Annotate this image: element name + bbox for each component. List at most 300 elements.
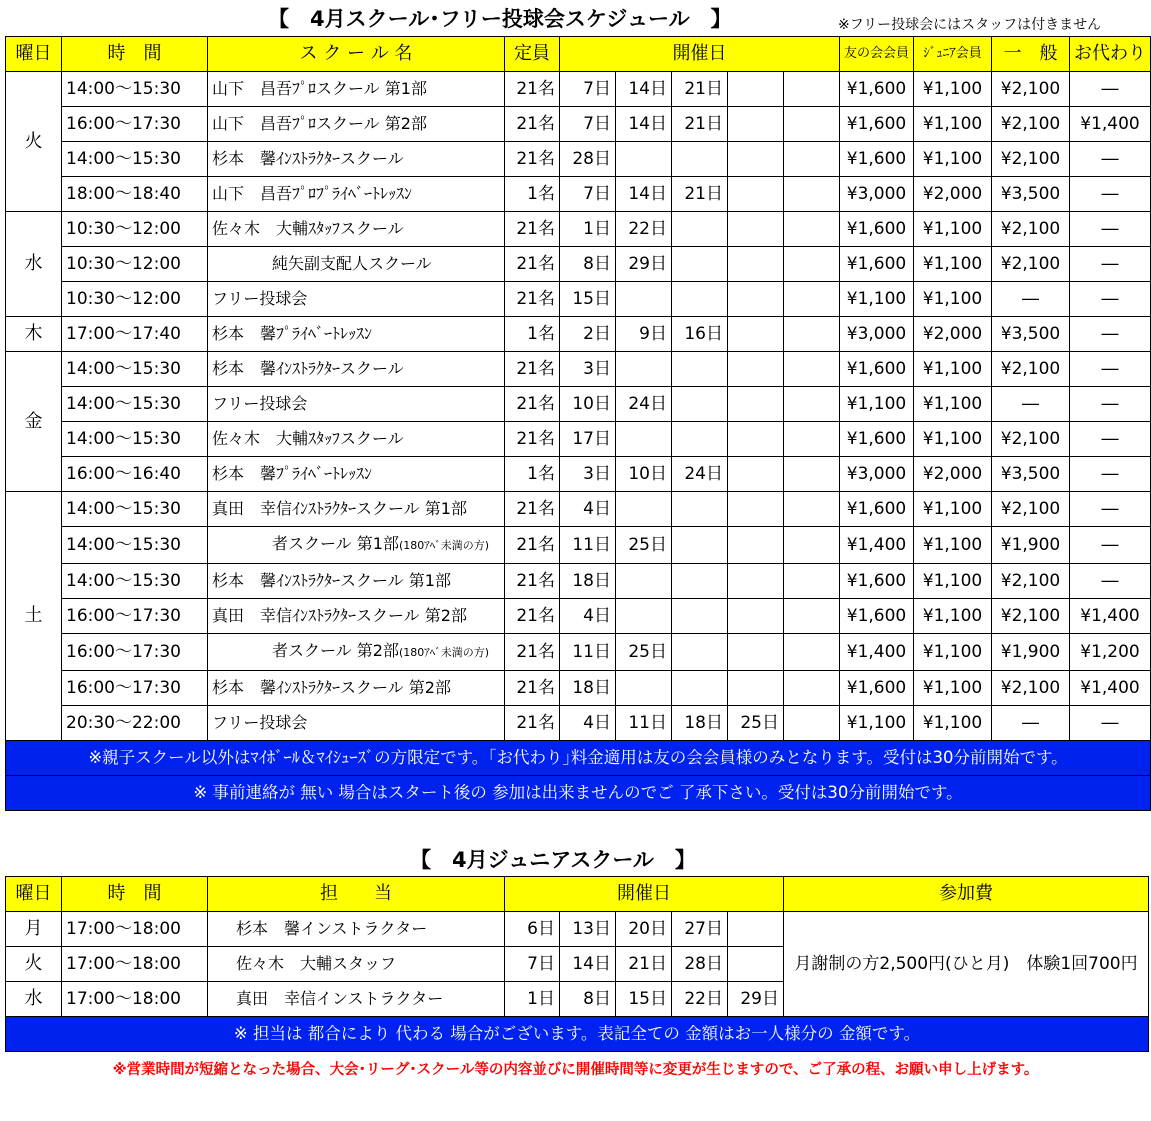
school-name: フリー投球会 [212,713,308,732]
price-general-cell: ― [992,282,1070,317]
price-refill-cell: ¥1,400 [1070,671,1151,706]
header-general: 一 般 [992,37,1070,72]
junior-table [5,876,1149,1052]
header-day: 曜日 [6,37,62,72]
capacity-cell: 21名 [505,671,560,706]
capacity-cell: 1名 [505,317,560,352]
date-cell: 10日 [560,387,616,422]
date-cell [672,142,728,177]
capacity-cell: 21名 [505,142,560,177]
time-cell: 17:00～17:40 [62,317,208,352]
time-cell: 14:00～15:30 [62,142,208,177]
date-cell [728,317,784,352]
date-cell [672,247,728,282]
time-cell: 14:00～15:30 [62,72,208,107]
junior-date-cell: 15日 [616,982,672,1017]
date-cell [616,142,672,177]
school-name-cell [208,387,505,422]
junior-date-cell: 29日 [728,982,784,1017]
price-friend-cell: ¥1,600 [840,212,914,247]
date-cell [784,527,840,564]
time-cell: 14:00～15:30 [62,492,208,527]
footnote: ※営業時間が短縮となった場合、大会･リーグ･スクール等の内容並びに開催時間等に変更が生じますので、ご了承の程、お願い申し上げます。 [112,1062,1039,1078]
day-cell-thu: 木 [6,317,62,352]
date-cell [728,107,784,142]
capacity-cell: 1名 [505,177,560,212]
junior-date-cell: 22日 [672,982,728,1017]
date-cell [728,177,784,212]
school-name: 真田 幸信ｲﾝｽﾄﾗｸﾀｰスクール 第1部 [212,499,467,518]
school-name: 佐々木 大輔ｽﾀｯﾌスクール [212,429,404,448]
school-name-cell [208,599,505,634]
school-name: 杉本 馨ﾌﾟﾗｲﾍﾞｰﾄﾚｯｽﾝ [212,464,373,483]
junior-date-cell: 1日 [505,982,560,1017]
school-name-cell [208,706,505,741]
price-junior-cell: ¥1,100 [914,492,992,527]
junior-date-cell: 21日 [616,947,672,982]
schedule-notice1: ※親子スクール以外はﾏｲﾎﾞｰﾙ＆ﾏｲｼｭｰｽﾞの方限定です。｢お代わり｣料金適用は友の会会員様のみとなります。受付は30分前開始です。 [6,741,1151,776]
schedule-row [6,282,1151,317]
day-cell-tue: 火 [6,72,62,212]
price-refill-cell: ― [1070,492,1151,527]
date-cell [728,282,784,317]
price-general-cell: ― [992,387,1070,422]
time-cell: 14:00～15:30 [62,564,208,599]
date-cell: 4日 [560,599,616,634]
header-school-name: ス ク ー ル 名 [208,37,505,72]
date-cell: 18日 [672,706,728,741]
school-name-note: (180ｱﾍﾞ未満の方) [398,539,490,552]
date-cell: 8日 [560,247,616,282]
school-name-cell [208,247,505,282]
school-name: フリー投球会 [212,289,308,308]
capacity-cell: 21名 [505,634,560,671]
date-cell [784,492,840,527]
date-cell [728,457,784,492]
price-friend-cell: ¥3,000 [840,317,914,352]
date-cell [672,352,728,387]
date-cell: 21日 [672,177,728,212]
date-cell: 25日 [728,706,784,741]
date-cell: 3日 [560,457,616,492]
price-junior-cell: ¥1,100 [914,422,992,457]
date-cell [728,634,784,671]
junior-day-cell: 火 [6,947,62,982]
junior-header-fee: 参加費 [784,877,1149,912]
date-cell: 21日 [672,72,728,107]
date-cell [784,422,840,457]
price-friend-cell: ¥3,000 [840,177,914,212]
price-refill-cell: ― [1070,142,1151,177]
schedule-row [6,706,1151,741]
date-cell [728,422,784,457]
schedule-row [6,247,1151,282]
school-name-cell [208,352,505,387]
junior-header-day: 曜日 [6,877,62,912]
price-refill-cell: ― [1070,72,1151,107]
price-friend-cell: ¥1,100 [840,387,914,422]
date-cell: 14日 [616,177,672,212]
date-cell: 24日 [672,457,728,492]
date-cell [728,387,784,422]
time-cell: 14:00～15:30 [62,422,208,457]
price-refill-cell: ¥1,400 [1070,599,1151,634]
price-refill-cell: ― [1070,387,1151,422]
date-cell [784,282,840,317]
date-cell [616,282,672,317]
header-dates: 開催日 [560,37,840,72]
date-cell: 11日 [560,527,616,564]
junior-staff-cell: 杉本 馨インストラクター [208,912,505,947]
date-cell [784,317,840,352]
price-friend-cell: ¥1,100 [840,282,914,317]
school-name: 佐々木 大輔ｽﾀｯﾌスクール [212,219,404,238]
date-cell [784,634,840,671]
date-cell [616,492,672,527]
price-friend-cell: ¥3,000 [840,457,914,492]
date-cell: 11日 [616,706,672,741]
school-name: 山下 昌吾ﾌﾟﾛスクール 第2部 [212,114,427,133]
schedule-row [6,387,1151,422]
price-general-cell: ¥1,900 [992,634,1070,671]
date-cell: 21日 [672,107,728,142]
price-junior-cell: ¥1,100 [914,634,992,671]
date-cell [728,599,784,634]
price-general-cell: ¥2,100 [992,492,1070,527]
date-cell: 9日 [616,317,672,352]
price-general-cell: ¥2,100 [992,671,1070,706]
schedule-title: 【 4月スクール･フリー投球会スケジュール 】 [268,7,732,31]
date-cell [672,282,728,317]
date-cell [728,72,784,107]
date-cell [784,212,840,247]
school-name-note: (180ｱﾍﾞ未満の方) [398,646,490,659]
header-friend-member: 友の会会員 [840,37,914,72]
price-friend-cell: ¥1,600 [840,492,914,527]
school-name-cell [208,107,505,142]
time-cell: 14:00～15:30 [62,527,208,564]
date-cell [672,387,728,422]
junior-date-cell: 6日 [505,912,560,947]
price-junior-cell: ¥1,100 [914,387,992,422]
junior-time-cell: 17:00～18:00 [62,947,208,982]
price-friend-cell: ¥1,600 [840,352,914,387]
schedule-row [6,492,1151,527]
date-cell: 11日 [560,634,616,671]
date-cell: 2日 [560,317,616,352]
price-general-cell: ¥1,900 [992,527,1070,564]
price-friend-cell: ¥1,600 [840,671,914,706]
date-cell [784,142,840,177]
schedule-row [6,457,1151,492]
schedule-row [6,142,1151,177]
price-general-cell: ¥2,100 [992,352,1070,387]
junior-date-cell: 14日 [560,947,616,982]
date-cell [672,671,728,706]
schedule-notice-row [6,776,1151,811]
capacity-cell: 21名 [505,107,560,142]
time-cell: 10:30～12:00 [62,282,208,317]
school-name: フリー投球会 [212,394,308,413]
schedule-row [6,527,1151,564]
date-cell [784,247,840,282]
price-general-cell: ¥2,100 [992,107,1070,142]
price-friend-cell: ¥1,100 [840,706,914,741]
price-refill-cell: ― [1070,352,1151,387]
capacity-cell: 21名 [505,387,560,422]
date-cell [784,599,840,634]
capacity-cell: 21名 [505,282,560,317]
junior-header-dates: 開催日 [505,877,784,912]
date-cell [728,247,784,282]
price-friend-cell: ¥1,600 [840,422,914,457]
school-name-cell [208,527,505,564]
junior-notice: ※ 担当は 都合により 代わる 場合がございます。表記全ての 金額はお一人様分の 金額です。 [6,1017,1149,1052]
schedule-notice-row [6,741,1151,776]
school-name-cell [208,671,505,706]
capacity-cell: 21名 [505,564,560,599]
price-refill-cell: ¥1,200 [1070,634,1151,671]
price-general-cell: ― [992,706,1070,741]
time-cell: 20:30～22:00 [62,706,208,741]
school-name: 杉本 馨ﾌﾟﾗｲﾍﾞｰﾄﾚｯｽﾝ [212,324,373,343]
schedule-row [6,671,1151,706]
price-refill-cell: ― [1070,527,1151,564]
date-cell [672,422,728,457]
price-refill-cell: ― [1070,247,1151,282]
school-name-cell [208,177,505,212]
price-refill-cell: ― [1070,317,1151,352]
price-friend-cell: ¥1,600 [840,599,914,634]
price-junior-cell: ¥1,100 [914,282,992,317]
date-cell [784,671,840,706]
schedule-row [6,634,1151,671]
junior-date-cell: 20日 [616,912,672,947]
price-refill-cell: ¥1,400 [1070,107,1151,142]
junior-time-cell: 17:00～18:00 [62,982,208,1017]
junior-date-cell: 27日 [672,912,728,947]
price-general-cell: ¥2,100 [992,72,1070,107]
price-general-cell: ¥2,100 [992,599,1070,634]
price-junior-cell: ¥1,100 [914,671,992,706]
junior-date-cell: 7日 [505,947,560,982]
time-cell: 18:00～18:40 [62,177,208,212]
junior-day-cell: 水 [6,982,62,1017]
date-cell: 18日 [560,564,616,599]
junior-day-cell: 月 [6,912,62,947]
time-cell: 10:30～12:00 [62,212,208,247]
school-name: 山下 昌吾ﾌﾟﾛスクール 第1部 [212,79,427,98]
date-cell [728,527,784,564]
date-cell [728,492,784,527]
header-junior-member: ｼﾞｭﾆｱ会員 [914,37,992,72]
school-name: 真田 幸信ｲﾝｽﾄﾗｸﾀｰスクール 第2部 [212,606,467,625]
junior-time-cell: 17:00～18:00 [62,912,208,947]
date-cell: 7日 [560,107,616,142]
schedule-note: ※フリー投球会にはスタッフは付きません [838,17,1102,33]
header-refill: お代わり [1070,37,1151,72]
day-cell-fri: 金 [6,352,62,492]
date-cell [672,492,728,527]
price-general-cell: ¥2,100 [992,247,1070,282]
time-cell: 16:00～17:30 [62,634,208,671]
date-cell [616,564,672,599]
date-cell [616,422,672,457]
junior-title: 【 4月ジュニアスクール 】 [410,848,696,872]
school-name-cell [208,492,505,527]
date-cell: 1日 [560,212,616,247]
date-cell [672,527,728,564]
price-junior-cell: ¥1,100 [914,564,992,599]
date-cell: 15日 [560,282,616,317]
date-cell: 3日 [560,352,616,387]
schedule-table [5,36,1151,811]
price-friend-cell: ¥1,600 [840,247,914,282]
date-cell: 22日 [616,212,672,247]
price-general-cell: ¥3,500 [992,457,1070,492]
school-name-cell [208,282,505,317]
junior-date-cell: 13日 [560,912,616,947]
school-name: 純矢副支配人スクール [272,254,432,273]
price-junior-cell: ¥1,100 [914,599,992,634]
school-name: 者スクール 第1部 [272,534,399,553]
price-general-cell: ¥2,100 [992,422,1070,457]
header-time: 時 間 [62,37,208,72]
junior-staff-cell: 真田 幸信インストラクター [208,982,505,1017]
time-cell: 14:00～15:30 [62,352,208,387]
date-cell: 25日 [616,527,672,564]
junior-row [6,912,1149,947]
schedule-row [6,352,1151,387]
price-junior-cell: ¥2,000 [914,457,992,492]
price-refill-cell: ― [1070,177,1151,212]
price-friend-cell: ¥1,400 [840,527,914,564]
date-cell [728,564,784,599]
price-junior-cell: ¥1,100 [914,527,992,564]
price-general-cell: ¥2,100 [992,564,1070,599]
time-cell: 16:00～17:30 [62,107,208,142]
header-capacity: 定員 [505,37,560,72]
school-name-cell [208,317,505,352]
school-name: 杉本 馨ｲﾝｽﾄﾗｸﾀｰスクール [212,359,404,378]
date-cell: 16日 [672,317,728,352]
date-cell: 17日 [560,422,616,457]
junior-date-cell: 8日 [560,982,616,1017]
price-refill-cell: ― [1070,422,1151,457]
date-cell [728,212,784,247]
junior-header-time: 時 間 [62,877,208,912]
schedule-notice2: ※ 事前連絡が 無い 場合はスタート後の 参加は出来ませんのでご 了承下さい。受付は30分前開始です。 [6,776,1151,811]
school-name: 者スクール 第2部 [272,641,399,660]
price-friend-cell: ¥1,400 [840,634,914,671]
price-refill-cell: ― [1070,706,1151,741]
price-junior-cell: ¥2,000 [914,317,992,352]
day-cell-sat: 土 [6,492,62,741]
price-friend-cell: ¥1,600 [840,564,914,599]
schedule-row [6,317,1151,352]
price-friend-cell: ¥1,600 [840,72,914,107]
schedule-row [6,212,1151,247]
date-cell [784,352,840,387]
junior-fee-cell: 月謝制の方2,500円(ひと月) 体験1回700円 [784,912,1149,1017]
date-cell: 14日 [616,72,672,107]
capacity-cell: 1名 [505,457,560,492]
school-name: 杉本 馨ｲﾝｽﾄﾗｸﾀｰスクール [212,149,404,168]
date-cell [672,564,728,599]
school-name: 山下 昌吾ﾌﾟﾛﾌﾟﾗｲﾍﾞｰﾄﾚｯｽﾝ [212,184,413,203]
date-cell [728,352,784,387]
date-cell [616,671,672,706]
capacity-cell: 21名 [505,72,560,107]
date-cell [784,706,840,741]
school-name-cell [208,564,505,599]
time-cell: 16:00～16:40 [62,457,208,492]
price-general-cell: ¥3,500 [992,317,1070,352]
date-cell [672,599,728,634]
price-junior-cell: ¥1,100 [914,247,992,282]
capacity-cell: 21名 [505,247,560,282]
school-name-cell [208,142,505,177]
schedule-header-row [6,37,1151,72]
price-refill-cell: ― [1070,457,1151,492]
price-general-cell: ¥2,100 [992,212,1070,247]
schedule-row [6,72,1151,107]
capacity-cell: 21名 [505,212,560,247]
price-refill-cell: ― [1070,282,1151,317]
date-cell [616,352,672,387]
school-name-cell [208,422,505,457]
price-junior-cell: ¥1,100 [914,352,992,387]
price-friend-cell: ¥1,600 [840,142,914,177]
date-cell [784,177,840,212]
price-refill-cell: ― [1070,564,1151,599]
date-cell: 28日 [560,142,616,177]
date-cell: 25日 [616,634,672,671]
date-cell: 7日 [560,177,616,212]
capacity-cell: 21名 [505,527,560,564]
junior-date-cell: 28日 [672,947,728,982]
school-name-cell [208,212,505,247]
capacity-cell: 21名 [505,706,560,741]
capacity-cell: 21名 [505,599,560,634]
school-name: 杉本 馨ｲﾝｽﾄﾗｸﾀｰスクール 第2部 [212,678,451,697]
date-cell: 10日 [616,457,672,492]
schedule-row [6,107,1151,142]
price-general-cell: ¥2,100 [992,142,1070,177]
day-cell-wed: 水 [6,212,62,317]
price-junior-cell: ¥2,000 [914,177,992,212]
schedule-row [6,177,1151,212]
date-cell [784,107,840,142]
date-cell: 14日 [616,107,672,142]
price-refill-cell: ― [1070,212,1151,247]
date-cell [616,599,672,634]
date-cell [728,142,784,177]
date-cell: 18日 [560,671,616,706]
capacity-cell: 21名 [505,492,560,527]
date-cell [672,212,728,247]
time-cell: 16:00～17:30 [62,599,208,634]
junior-date-cell [728,912,784,947]
junior-header-row [6,877,1149,912]
price-junior-cell: ¥1,100 [914,107,992,142]
schedule-row [6,422,1151,457]
junior-staff-cell: 佐々木 大輔スタッフ [208,947,505,982]
junior-notice-row [6,1017,1149,1052]
date-cell [784,387,840,422]
date-cell [784,564,840,599]
date-cell [672,634,728,671]
